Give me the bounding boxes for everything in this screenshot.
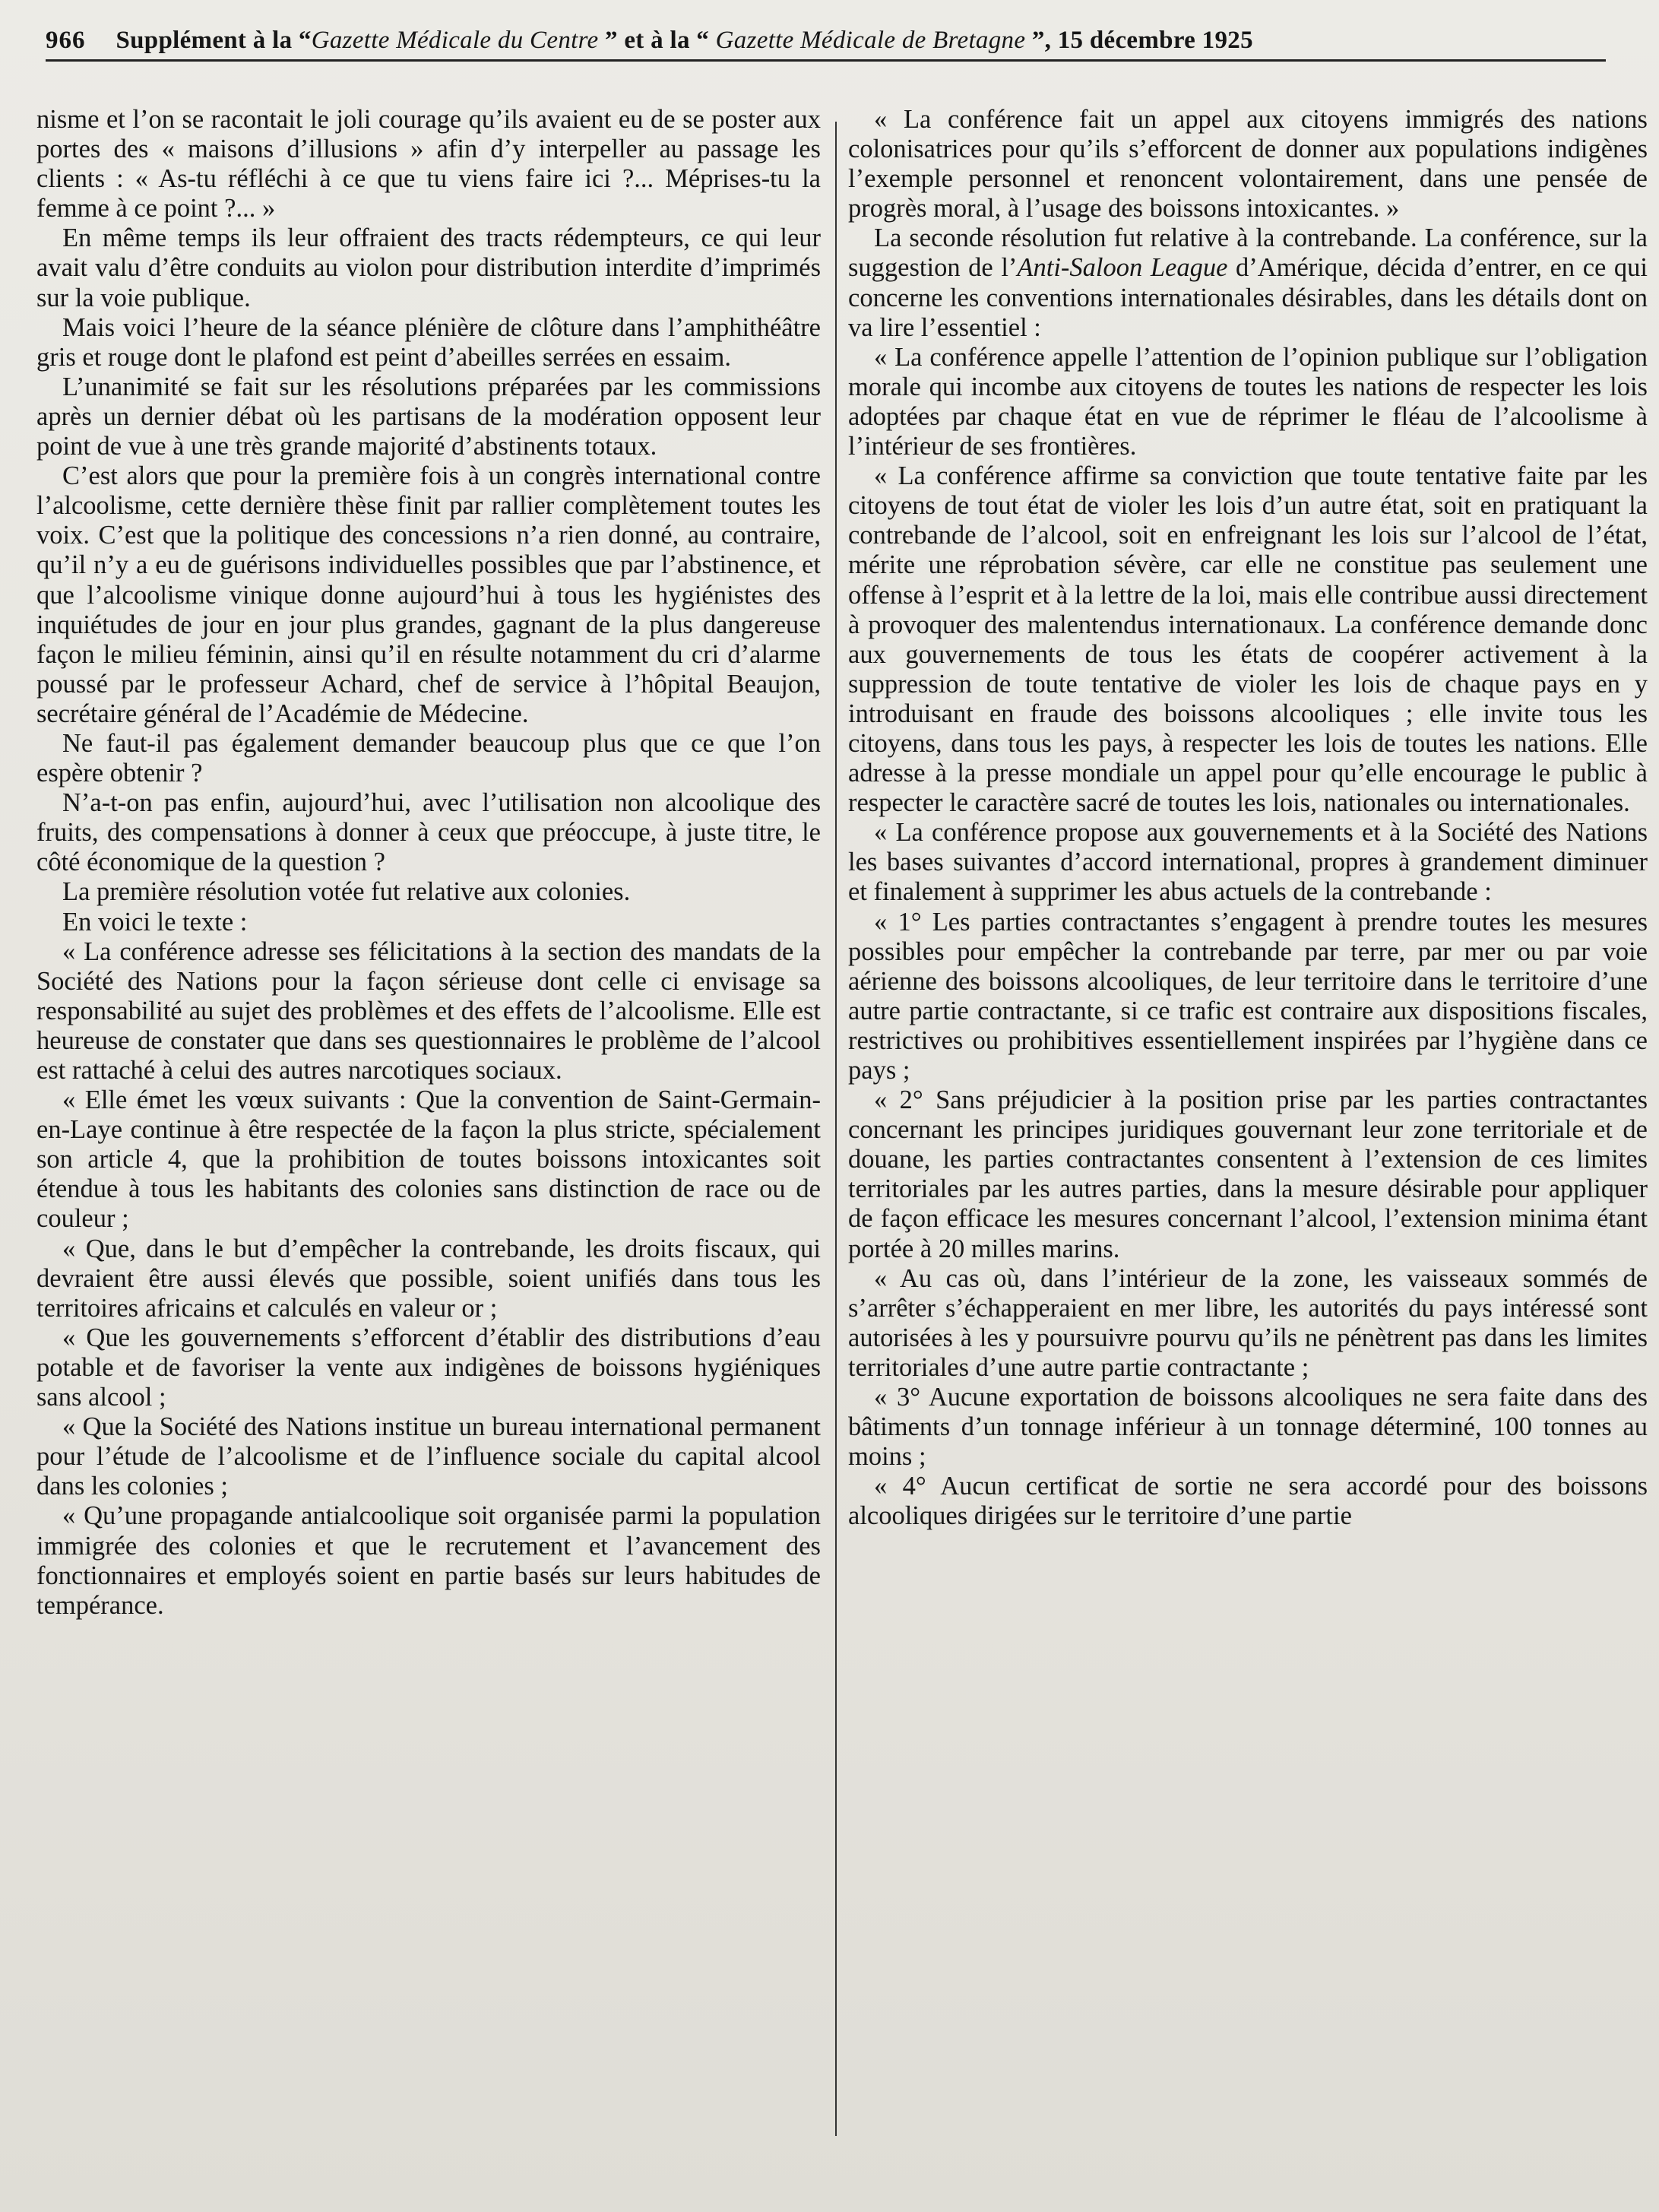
paragraph: « Que les gouvernements s’efforcent d’établir des distributions d’eau potable et de favoriser la vente aux indigènes de boissons hygiéniques sans alcool ;: [36, 1323, 821, 1412]
running-title: Supplément à la “Gazette Médicale du Centre ” et à la “ Gazette Médicale de Bretagne ”, 15 décembre 1925: [116, 26, 1253, 54]
paragraph: Ne faut-il pas également demander beaucoup plus que ce que l’on espère obtenir ?: [36, 728, 821, 788]
paragraph: Mais voici l’heure de la séance plénière de clôture dans l’amphithéâtre gris et rouge dont le plafond est peint d’abeilles serrées en essaim.: [36, 312, 821, 372]
paragraph: « 3° Aucune exportation de boissons alcooliques ne sera faite dans des bâtiments d’un tonnage inférieur à un tonnage déterminé, 100 tonnes au moins ;: [848, 1383, 1648, 1472]
paragraph: « Que la Société des Nations institue un bureau international permanent pour l’étude de l’alcoolisme et de l’influence sociale du capital alcool dans les colonies ;: [36, 1412, 821, 1501]
paragraph: N’a-t-on pas enfin, aujourd’hui, avec l’utilisation non alcoolique des fruits, des compensations à donner à ceux que préoccupe, à juste titre, le côté économique de la question ?: [36, 788, 821, 877]
paragraph: « La conférence affirme sa conviction que toute tentative faite par les citoyens de tout état de violer les lois d’un autre état, soit en pratiquant la contrebande de l’alcool, soit en enfreignant les lois sur l’alcool de l’état, mérite une réprobation sévère, car elle ne constitue pas seulement une offense à l’esprit et à la lettre de la loi, mais elle contribue aussi directement à provoquer des malentendus internationaux. La conférence demande donc aux gouvernements de tous les états de coopérer activement à la suppression de toute tentative de violer les lois de chaque pays en y introduisant en fraude des boissons alcooliques ; elle invite tous les citoyens, dans tous les pays, à respecter les lois de toutes les nations. Elle adresse à la presse mondiale un appel pour qu’elle encourage le public à respecter le caractère sacré de toutes les lois, nationales ou internationales.: [848, 461, 1648, 818]
journal-title-centre: Gazette Médicale du Centre: [311, 26, 599, 54]
journal-title-bretagne: Gazette Médicale de Bretagne: [715, 26, 1026, 54]
paragraph: « La conférence propose aux gouvernements et à la Société des Nations les bases suivantes d’accord international, propres à grandement diminuer et finalement à supprimer les abus actuels de la contrebande :: [848, 818, 1648, 907]
right-column: [848, 105, 1648, 2182]
paragraph: En même temps ils leur offraient des tracts rédempteurs, ce qui leur avait valu d’être conduits au violon pour distribution interdite d’imprimés sur la voie publique.: [36, 223, 821, 312]
column-divider: [835, 122, 837, 2136]
page-number: 966: [46, 26, 86, 54]
paragraph: « 2° Sans préjudicier à la position prise par les parties contractantes concernant les principes juridiques gouvernant leur zone territoriale et de douane, les parties contractantes consentent à l’extension de ces limites territoriales par les autres parties, dans la mesure désirable pour appliquer de façon efficace les mesures concernant l’alcool, l’extension minima étant portée à 20 milles marins.: [848, 1085, 1648, 1263]
paragraph: La première résolution votée fut relative aux colonies.: [62, 877, 631, 907]
paragraph: La seconde résolution fut relative à la contrebande. La conférence, sur la suggestion de l’Anti-Saloon League d’Amérique, décida d’entrer, en ce qui concerne les conventions internationales désirables, dans les détails dont on va lire l’essentiel :: [848, 223, 1648, 342]
paragraph: « La conférence appelle l’attention de l’opinion publique sur l’obligation morale qui incombe aux citoyens de toutes les nations de respecter les lois adoptées par chaque état en vue de réprimer le fléau de l’alcoolisme à l’intérieur de ses frontières.: [848, 342, 1648, 461]
running-header: [46, 21, 1606, 62]
paragraph: « La conférence fait un appel aux citoyens immigrés des nations colonisatrices pour qu’ils s’efforcent de donner aux populations indigènes l’exemple personnel et renoncent volontairement, dans une pensée de progrès moral, à l’usage des boissons intoxicantes. »: [848, 105, 1648, 223]
paragraph: « Au cas où, dans l’intérieur de la zone, les vaisseaux sommés de s’arrêter s’échapperaient en mer libre, les autorités du pays intéressé sont autorisées à les y poursuivre pourvu qu’ils ne pénètrent pas dans les limites territoriales d’une autre partie contractante ;: [848, 1263, 1648, 1382]
paragraph: « Que, dans le but d’empêcher la contrebande, les droits fiscaux, qui devraient être aussi élevés que possible, soient unifiés dans tous les territoires africains et calculés en valeur or ;: [36, 1234, 821, 1323]
paragraph: En voici le texte :: [62, 907, 248, 936]
paragraph: « Qu’une propagande antialcoolique soit organisée parmi la population immigrée des colonies et que le recrutement et l’avancement des fonctionnaires et employés soient en partie basés sur leurs habitudes de tempérance.: [36, 1501, 821, 1620]
paragraph: L’unanimité se fait sur les résolutions préparées par les commissions après un dernier débat où les partisans de la modération opposent leur point de vue à une très grande majorité d’abstinents totaux.: [36, 372, 821, 461]
paragraph: « 4° Aucun certificat de sortie ne sera accordé pour des boissons alcooliques dirigées sur le territoire d’une partie: [848, 1472, 1648, 1531]
paragraph: nisme et l’on se racontait le joli courage qu’ils avaient eu de se poster aux portes des « maisons d’illusions » afin d’y interpeller au passage les clients : « As-tu réfléchi à ce que tu viens faire ici ?... Méprises-tu la femme à ce point ?... »: [36, 105, 821, 223]
organization-name: Anti-Saloon League: [1017, 253, 1228, 283]
paragraph: « La conférence adresse ses félicitations à la section des mandats de la Société des Nations pour la façon sérieuse dont celle ci envisage sa responsabilité au sujet des problèmes et des effets de l’alcoolisme. Elle est heureuse de constater que dans ses questionnaires le problème de l’alcool est rattaché à celui des autres narcotiques sociaux.: [36, 936, 821, 1085]
paragraph: « Elle émet les vœux suivants : Que la convention de Saint-Germain-en-Laye continue à être respectée de la façon la plus stricte, spécialement son article 4, que la prohibition de toutes boissons intoxicantes soit étendue à tous les habitants des colonies sans distinction de race ou de couleur ;: [36, 1085, 821, 1234]
paragraph: C’est alors que pour la première fois à un congrès international contre l’alcoolisme, cette dernière thèse finit par rallier complètement toutes les voix. C’est que la politique des concessions n’a rien donné, au contraire, qu’il n’y a eu de guérisons individuelles possibles que par l’abstinence, et que l’alcoolisme vinique donne aujourd’hui à tous les hygiénistes des inquiétudes de jour en jour plus grandes, gagnant de la plus dangereuse façon le milieu féminin, ainsi qu’il en résulte notamment du cri d’alarme poussé par le professeur Achard, chef de service à l’hôpital Beaujon, secrétaire général de l’Académie de Médecine.: [36, 461, 821, 728]
paragraph: « 1° Les parties contractantes s’engagent à prendre toutes les mesures possibles pour empêcher la contrebande par terre, par mer ou par voie aérienne des boissons alcooliques, de leur territoire dans le territoire d’une autre partie contractante, si ce trafic est contraire aux dispositions fiscales, restrictives ou prohibitives essentiellement inspirées par l’hygiène dans ce pays ;: [848, 907, 1648, 1085]
left-column: [36, 105, 821, 2182]
